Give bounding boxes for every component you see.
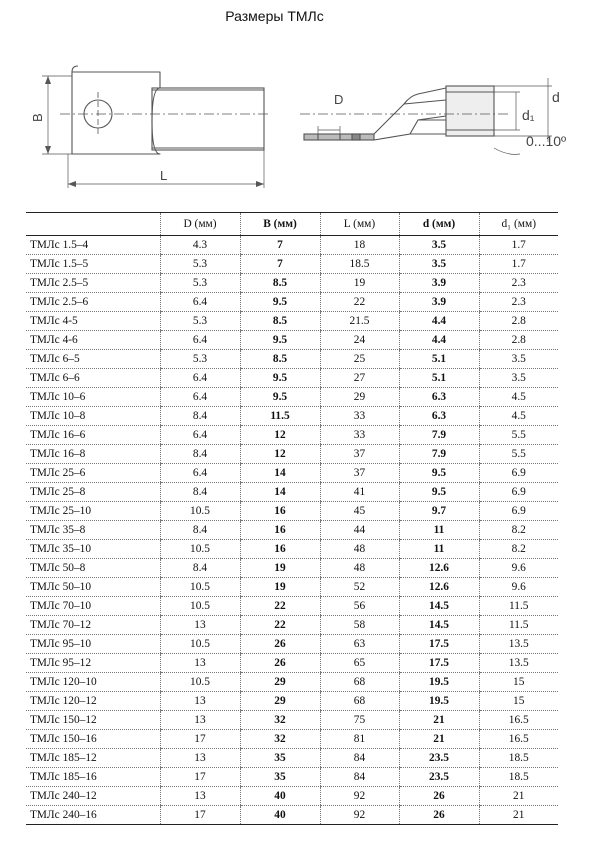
table-cell: 13 [160, 692, 240, 711]
label-d: d [552, 89, 560, 105]
table-row [26, 597, 558, 616]
table-cell: 13 [160, 654, 240, 673]
table-cell: 10.5 [160, 597, 240, 616]
table-row [26, 255, 558, 274]
row-model-cell: ТМЛс 185–12 [26, 749, 160, 768]
table-cell: 37 [320, 445, 399, 464]
table-cell: 6.4 [160, 293, 240, 312]
column-header: d₁ (мм) [479, 213, 558, 236]
lug-top-view [42, 66, 270, 188]
table-cell: 8.5 [240, 312, 320, 331]
table-cell: 75 [320, 711, 399, 730]
table-cell: 8.4 [160, 445, 240, 464]
table-cell: 45 [320, 502, 399, 521]
table-cell: 4.5 [479, 407, 558, 426]
table-cell: 18.5 [320, 255, 399, 274]
label-b: B [30, 113, 45, 122]
table-cell: 33 [320, 426, 399, 445]
table-cell: 19 [240, 559, 320, 578]
table-cell: 16.5 [479, 730, 558, 749]
row-model-cell: ТМЛс 240–12 [26, 787, 160, 806]
table-row [26, 293, 558, 312]
table-row [26, 692, 558, 711]
table-cell: 11 [399, 521, 479, 540]
table-cell: 2.8 [479, 331, 558, 350]
row-model-cell: ТМЛс 10–6 [26, 388, 160, 407]
table-cell: 14 [240, 464, 320, 483]
table-cell: 32 [240, 711, 320, 730]
header-row [26, 213, 558, 236]
table-cell: 17 [160, 806, 240, 825]
table-cell: 29 [240, 673, 320, 692]
table-cell: 6.3 [399, 388, 479, 407]
table-cell: 21 [399, 711, 479, 730]
table-cell: 81 [320, 730, 399, 749]
table-cell: 58 [320, 616, 399, 635]
row-model-cell: ТМЛс 120–10 [26, 673, 160, 692]
table-cell: 48 [320, 559, 399, 578]
table-cell: 7.9 [399, 426, 479, 445]
table-cell: 13.5 [479, 654, 558, 673]
table-cell: 26 [240, 635, 320, 654]
row-model-cell: ТМЛс 4-6 [26, 331, 160, 350]
table-cell: 3.5 [399, 255, 479, 274]
table-cell: 5.3 [160, 350, 240, 369]
table-cell: 21.5 [320, 312, 399, 331]
table-cell: 8.4 [160, 559, 240, 578]
row-model-cell: ТМЛс 6–5 [26, 350, 160, 369]
label-angle: 0...10º [526, 133, 567, 149]
table-cell: 22 [320, 293, 399, 312]
table-cell: 3.5 [399, 236, 479, 255]
table-row [26, 426, 558, 445]
table-cell: 3.9 [399, 293, 479, 312]
table-cell: 18.5 [479, 749, 558, 768]
column-header: d (мм) [399, 213, 479, 236]
table-cell: 21 [479, 806, 558, 825]
table-row [26, 673, 558, 692]
column-header: D (мм) [160, 213, 240, 236]
table-cell: 8.4 [160, 483, 240, 502]
table-row [26, 483, 558, 502]
table-cell: 8.5 [240, 350, 320, 369]
table-row [26, 616, 558, 635]
table-cell: 13 [160, 787, 240, 806]
table-cell: 5.3 [160, 255, 240, 274]
table-cell: 2.8 [479, 312, 558, 331]
table-cell: 5.5 [479, 445, 558, 464]
table-row [26, 331, 558, 350]
table-cell: 11.5 [479, 597, 558, 616]
table-cell: 17 [160, 768, 240, 787]
table-cell: 4.5 [479, 388, 558, 407]
table-cell: 40 [240, 806, 320, 825]
table-cell: 5.5 [479, 426, 558, 445]
table-cell: 13.5 [479, 635, 558, 654]
table-cell: 18 [320, 236, 399, 255]
table-row [26, 521, 558, 540]
table-row [26, 654, 558, 673]
table-cell: 14 [240, 483, 320, 502]
table-cell: 44 [320, 521, 399, 540]
table-cell: 56 [320, 597, 399, 616]
table-cell: 7.9 [399, 445, 479, 464]
table-cell: 9.5 [399, 483, 479, 502]
row-model-cell: ТМЛс 2.5–5 [26, 274, 160, 293]
table-cell: 6.4 [160, 369, 240, 388]
row-model-cell: ТМЛс 10–8 [26, 407, 160, 426]
table-cell: 16.5 [479, 711, 558, 730]
table-cell: 63 [320, 635, 399, 654]
table-cell: 21 [479, 787, 558, 806]
row-model-cell: ТМЛс 1.5–5 [26, 255, 160, 274]
table-row [26, 730, 558, 749]
table-cell: 11 [399, 540, 479, 559]
table-cell: 15 [479, 673, 558, 692]
table-cell: 41 [320, 483, 399, 502]
table-row [26, 502, 558, 521]
table-cell: 2.3 [479, 274, 558, 293]
table-cell: 16 [240, 540, 320, 559]
label-d-small: D [334, 92, 344, 107]
table-cell: 6.9 [479, 483, 558, 502]
table-cell: 9.5 [399, 464, 479, 483]
row-model-cell: ТМЛс 1.5–4 [26, 236, 160, 255]
table-cell: 6.4 [160, 426, 240, 445]
table-cell: 4.4 [399, 331, 479, 350]
table-cell: 4.4 [399, 312, 479, 331]
table-row [26, 559, 558, 578]
table-cell: 22 [240, 597, 320, 616]
table-cell: 17.5 [399, 635, 479, 654]
table-cell: 29 [240, 692, 320, 711]
row-model-cell: ТМЛс 2.5–6 [26, 293, 160, 312]
row-model-cell: ТМЛс 95–10 [26, 635, 160, 654]
table-cell: 9.6 [479, 559, 558, 578]
row-model-cell: ТМЛс 35–8 [26, 521, 160, 540]
lug-drawing-svg [0, 30, 602, 200]
table-cell: 21 [399, 730, 479, 749]
table-cell: 6.4 [160, 464, 240, 483]
table-cell: 12.6 [399, 559, 479, 578]
table-row [26, 635, 558, 654]
table-cell: 12.6 [399, 578, 479, 597]
table-cell: 6.4 [160, 331, 240, 350]
row-model-cell: ТМЛс 25–6 [26, 464, 160, 483]
table-row [26, 312, 558, 331]
table-row [26, 749, 558, 768]
table-cell: 12 [240, 445, 320, 464]
table-cell: 19.5 [399, 673, 479, 692]
table-cell: 40 [240, 787, 320, 806]
table-cell: 13 [160, 749, 240, 768]
table-cell: 37 [320, 464, 399, 483]
table-cell: 8.4 [160, 521, 240, 540]
table-cell: 6.3 [399, 407, 479, 426]
table-cell: 84 [320, 768, 399, 787]
table-cell: 3.5 [479, 350, 558, 369]
table-cell: 32 [240, 730, 320, 749]
table-cell: 3.5 [479, 369, 558, 388]
table-row [26, 388, 558, 407]
table-cell: 33 [320, 407, 399, 426]
row-model-cell: ТМЛс 70–12 [26, 616, 160, 635]
table-cell: 26 [399, 806, 479, 825]
table-cell: 14.5 [399, 616, 479, 635]
dim-arrow [45, 76, 51, 84]
table-cell: 6.9 [479, 502, 558, 521]
table-cell: 7 [240, 236, 320, 255]
dimensions-table [26, 212, 558, 825]
table-row [26, 445, 558, 464]
label-l: L [160, 168, 168, 183]
lug-side-view [300, 78, 552, 154]
table-row [26, 274, 558, 293]
row-model-cell: ТМЛс 6–6 [26, 369, 160, 388]
row-model-cell: ТМЛс 70–10 [26, 597, 160, 616]
table-cell: 23.5 [399, 768, 479, 787]
table-cell: 1.7 [479, 236, 558, 255]
row-model-cell: ТМЛс 35–10 [26, 540, 160, 559]
table-cell: 84 [320, 749, 399, 768]
table-cell: 92 [320, 787, 399, 806]
table-cell: 10.5 [160, 540, 240, 559]
table-cell: 35 [240, 749, 320, 768]
table-cell: 24 [320, 331, 399, 350]
table-row [26, 787, 558, 806]
dim-arrow [68, 181, 76, 187]
row-model-cell: ТМЛс 16–6 [26, 426, 160, 445]
table-cell: 9.6 [479, 578, 558, 597]
table-cell: 8.4 [160, 407, 240, 426]
table-cell: 12 [240, 426, 320, 445]
row-model-cell: ТМЛс 16–8 [26, 445, 160, 464]
column-header: B (мм) [240, 213, 320, 236]
table-row [26, 236, 558, 255]
row-model-cell: ТМЛс 50–10 [26, 578, 160, 597]
table-cell: 10.5 [160, 673, 240, 692]
row-model-cell: ТМЛс 4-5 [26, 312, 160, 331]
table-cell: 5.1 [399, 350, 479, 369]
label-d1: d₁ [522, 107, 535, 123]
table-cell: 4.3 [160, 236, 240, 255]
table-row [26, 578, 558, 597]
table-cell: 5.1 [399, 369, 479, 388]
table-cell: 10.5 [160, 578, 240, 597]
table-cell: 26 [240, 654, 320, 673]
table-cell: 9.5 [240, 331, 320, 350]
table-row [26, 768, 558, 787]
dim-arrow [45, 146, 51, 154]
table-cell: 9.7 [399, 502, 479, 521]
table-cell: 16 [240, 502, 320, 521]
table-cell: 52 [320, 578, 399, 597]
table-cell: 11.5 [479, 616, 558, 635]
table-cell: 19.5 [399, 692, 479, 711]
table-row [26, 407, 558, 426]
table-body [26, 236, 558, 825]
table-cell: 1.7 [479, 255, 558, 274]
table-cell: 35 [240, 768, 320, 787]
page-title: Размеры ТМЛс [225, 8, 324, 24]
table-cell: 48 [320, 540, 399, 559]
table-cell: 3.9 [399, 274, 479, 293]
table-cell: 23.5 [399, 749, 479, 768]
table-cell: 5.3 [160, 274, 240, 293]
table-row [26, 464, 558, 483]
table-cell: 7 [240, 255, 320, 274]
table-cell: 14.5 [399, 597, 479, 616]
table-cell: 68 [320, 692, 399, 711]
table-row [26, 540, 558, 559]
table-cell: 18.5 [479, 768, 558, 787]
table-cell: 25 [320, 350, 399, 369]
table-header [26, 213, 558, 236]
table-cell: 19 [320, 274, 399, 293]
row-model-cell: ТМЛс 50–8 [26, 559, 160, 578]
table-cell: 17 [160, 730, 240, 749]
table-cell: 9.5 [240, 388, 320, 407]
lug-drawing [0, 30, 602, 200]
table-row [26, 369, 558, 388]
row-model-cell: ТМЛс 150–16 [26, 730, 160, 749]
table-cell: 9.5 [240, 293, 320, 312]
table-cell: 68 [320, 673, 399, 692]
table-cell: 11.5 [240, 407, 320, 426]
table-row [26, 806, 558, 825]
table-cell: 22 [240, 616, 320, 635]
dim-arrow [256, 181, 264, 187]
table-cell: 6.9 [479, 464, 558, 483]
table-cell: 16 [240, 521, 320, 540]
table-cell: 65 [320, 654, 399, 673]
table-row [26, 350, 558, 369]
table-cell: 27 [320, 369, 399, 388]
table-cell: 8.5 [240, 274, 320, 293]
row-model-cell: ТМЛс 240–16 [26, 806, 160, 825]
table-cell: 13 [160, 616, 240, 635]
table-cell: 6.4 [160, 388, 240, 407]
table-cell: 8.2 [479, 540, 558, 559]
table-cell: 19 [240, 578, 320, 597]
table-cell: 92 [320, 806, 399, 825]
row-model-cell: ТМЛс 25–10 [26, 502, 160, 521]
column-header [26, 213, 160, 236]
row-model-cell: ТМЛс 25–8 [26, 483, 160, 502]
table-cell: 29 [320, 388, 399, 407]
row-model-cell: ТМЛс 95–12 [26, 654, 160, 673]
table-row [26, 711, 558, 730]
column-header: L (мм) [320, 213, 399, 236]
table-cell: 2.3 [479, 293, 558, 312]
table-cell: 8.2 [479, 521, 558, 540]
table-cell: 15 [479, 692, 558, 711]
row-model-cell: ТМЛс 120–12 [26, 692, 160, 711]
table-cell: 9.5 [240, 369, 320, 388]
table-cell: 13 [160, 711, 240, 730]
table-cell: 26 [399, 787, 479, 806]
row-model-cell: ТМЛс 185–16 [26, 768, 160, 787]
table-cell: 10.5 [160, 502, 240, 521]
table-cell: 5.3 [160, 312, 240, 331]
table-cell: 10.5 [160, 635, 240, 654]
row-model-cell: ТМЛс 150–12 [26, 711, 160, 730]
table-cell: 17.5 [399, 654, 479, 673]
